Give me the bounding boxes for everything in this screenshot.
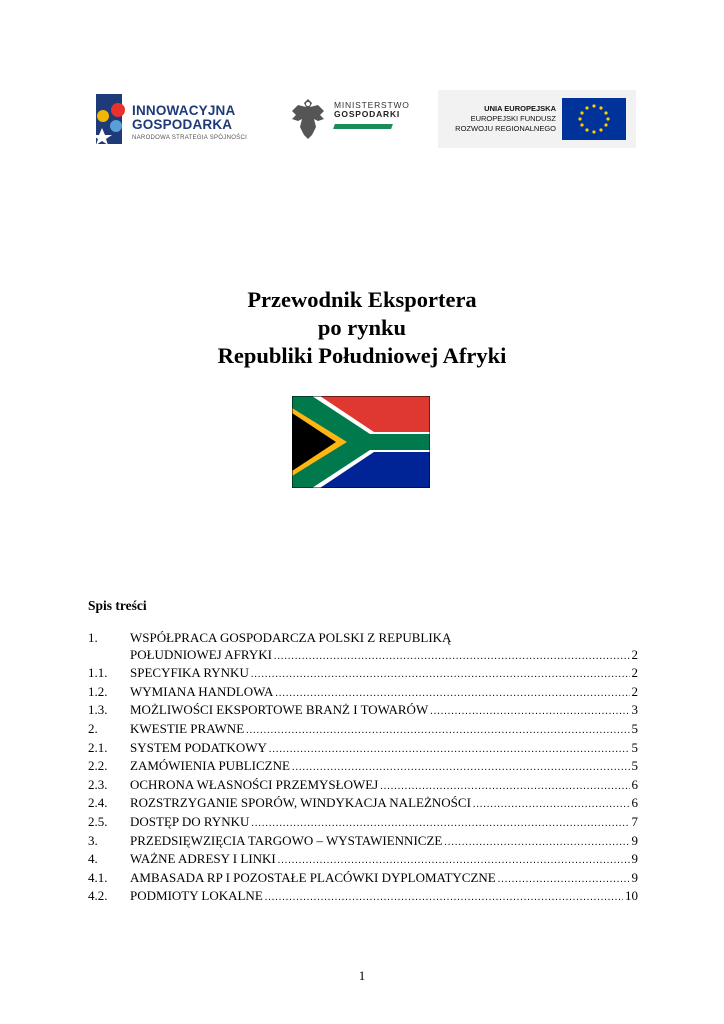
- toc-title: WAŻNE ADRESY I LINKI: [130, 851, 276, 867]
- toc-page: 7: [631, 813, 638, 829]
- ig-line2: GOSPODARKA: [132, 117, 233, 132]
- toc-entry[interactable]: [88, 740, 638, 759]
- eu-flag-icon: [562, 98, 626, 140]
- toc-leader-dots: [380, 779, 629, 796]
- toc-number: 1.3.: [88, 702, 108, 718]
- toc-heading: Spis treści: [88, 598, 147, 613]
- toc-leader-dots: [498, 872, 630, 889]
- innowacyjna-gospodarka-logo: [92, 90, 252, 146]
- toc-leader-dots: [265, 890, 623, 907]
- toc-page: 10: [625, 888, 638, 904]
- toc-leader-dots: [275, 686, 629, 703]
- mg-line1: MINISTERSTWO: [334, 100, 410, 110]
- table-of-contents: [88, 630, 638, 907]
- toc-page: 9: [631, 851, 638, 867]
- toc-page: 2: [631, 646, 638, 662]
- toc-leader-dots: [444, 835, 629, 852]
- toc-entry[interactable]: [88, 833, 638, 852]
- toc-title: POŁUDNIOWEJ AFRYKI: [130, 646, 272, 662]
- toc-leader-dots: [274, 649, 630, 666]
- toc-leader-dots: [251, 816, 629, 833]
- title-line2: po rynku: [317, 315, 407, 340]
- page-number: 1: [358, 968, 366, 983]
- south-africa-flag-icon: [292, 396, 430, 488]
- toc-title: MOŻLIWOŚCI EKSPORTOWE BRANŻ I TOWARÓW: [130, 702, 429, 718]
- toc-title: ROZSTRZYGANIE SPORÓW, WINDYKACJA NALEŻNOŚCI: [130, 795, 471, 811]
- toc-title: PODMIOTY LOKALNE: [130, 888, 263, 904]
- toc-leader-dots: [246, 723, 629, 740]
- toc-number: 2.3.: [88, 776, 108, 792]
- toc-number: 1.2.: [88, 683, 108, 699]
- toc-number: 2.5.: [88, 813, 108, 829]
- toc-number: 1.1.: [88, 665, 108, 681]
- toc-title: PRZEDSIĘWZIĘCIA TARGOWO – WYSTAWIENNICZE: [130, 832, 443, 848]
- toc-title: SYSTEM PODATKOWY: [130, 739, 267, 755]
- toc-page: 5: [631, 720, 638, 736]
- toc-page: 5: [631, 758, 638, 774]
- toc-leader-dots: [278, 853, 630, 870]
- toc-page: 2: [631, 683, 638, 699]
- toc-page: 3: [631, 702, 638, 718]
- toc-title: WYMIANA HANDLOWA: [130, 683, 274, 699]
- toc-number: 4.2.: [88, 888, 108, 904]
- mg-accent-bar: [333, 124, 393, 129]
- toc-leader-dots: [292, 760, 630, 777]
- toc-leader-dots: [251, 667, 630, 684]
- ministerstwo-gospodarki-logo: [288, 95, 408, 145]
- ue-line2: EUROPEJSKI FUNDUSZ: [470, 114, 556, 123]
- unia-europejska-logo: [438, 90, 636, 148]
- toc-entry[interactable]: [88, 665, 638, 684]
- ue-line1: UNIA EUROPEJSKA: [484, 104, 556, 113]
- toc-title: KWESTIE PRAWNE: [130, 720, 245, 736]
- toc-entry[interactable]: [88, 777, 638, 796]
- toc-entry-1-cont[interactable]: [88, 647, 638, 666]
- ig-subtitle: NARODOWA STRATEGIA SPÓJNOŚCI: [132, 135, 248, 141]
- title-line1: Przewodnik Eksportera: [247, 287, 477, 312]
- toc-page: 9: [631, 832, 638, 848]
- mg-line2: GOSPODARKI: [334, 109, 401, 119]
- toc-title: AMBASADA RP I POZOSTAŁE PLACÓWKI DYPLOMATYCZNE: [130, 869, 496, 885]
- toc-number: 4.: [88, 851, 98, 867]
- toc-number: 3.: [88, 832, 98, 848]
- title-line3: Republiki Południowej Afryki: [217, 343, 507, 368]
- toc-page: 6: [631, 776, 638, 792]
- toc-number: 2.: [88, 720, 98, 736]
- toc-entry[interactable]: [88, 814, 638, 833]
- toc-title: SPECYFIKA RYNKU: [130, 665, 249, 681]
- toc-leader-dots: [430, 704, 629, 721]
- toc-entry[interactable]: [88, 851, 638, 870]
- toc-number: 2.1.: [88, 739, 108, 755]
- toc-entry[interactable]: [88, 795, 638, 814]
- eagle-emblem-icon: [288, 95, 328, 141]
- toc-number: 2.2.: [88, 758, 108, 774]
- toc-number: 2.4.: [88, 795, 108, 811]
- toc-number: 4.1.: [88, 869, 108, 885]
- toc-entry[interactable]: [88, 888, 638, 907]
- toc-entry[interactable]: [88, 721, 638, 740]
- toc-title: OCHRONA WŁASNOŚCI PRZEMYSŁOWEJ: [130, 776, 379, 792]
- toc-title: ZAMÓWIENIA PUBLICZNE: [130, 758, 290, 774]
- toc-number: 1.: [88, 630, 98, 645]
- toc-page: 9: [631, 869, 638, 885]
- toc-page: 5: [631, 739, 638, 755]
- ig-emblem-icon: [92, 90, 130, 146]
- toc-entry[interactable]: [88, 702, 638, 721]
- toc-entry[interactable]: [88, 684, 638, 703]
- toc-page: 6: [631, 795, 638, 811]
- ig-line1: INNOWACYJNA: [132, 103, 236, 118]
- toc-entry-1[interactable]: [88, 630, 638, 647]
- toc-page: 2: [631, 665, 638, 681]
- toc-title: DOSTĘP DO RYNKU: [130, 813, 250, 829]
- toc-entry[interactable]: [88, 758, 638, 777]
- document-title: [0, 286, 724, 370]
- toc-leader-dots: [269, 742, 630, 759]
- ue-line3: ROZWOJU REGIONALNEGO: [455, 124, 556, 133]
- toc-leader-dots: [473, 797, 630, 814]
- toc-entry[interactable]: [88, 870, 638, 889]
- toc-title: WSPÓŁPRACA GOSPODARCZA POLSKI Z REPUBLIKĄ: [130, 630, 452, 645]
